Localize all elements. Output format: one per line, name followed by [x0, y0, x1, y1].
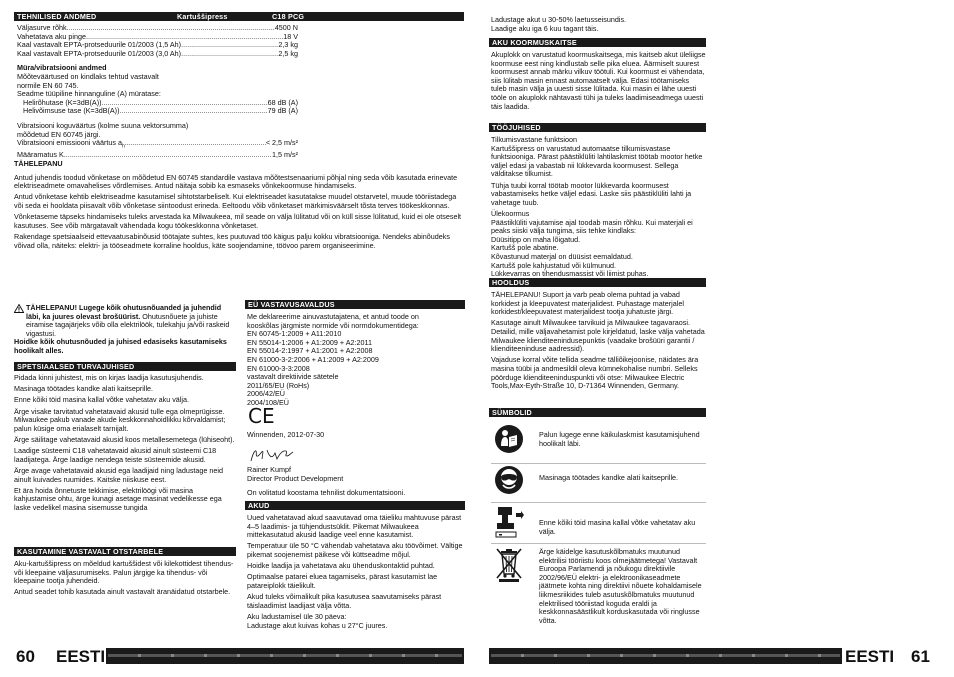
safety-warning — [14, 304, 236, 356]
intended-use-para: Aku-kartuššipress on mõeldud kartuššidest või kilekottidest tihendus- või kleepaine väljasurumiseks. Palun järgige ka tihendus- või kleepaine tootja juhendeid. — [14, 559, 234, 586]
specs-model: C18 PCG — [272, 12, 305, 21]
conformity-line: EN 60745-1:2009 + A11:2010 — [247, 329, 342, 339]
operation-para: Tilkumisvastane funktsioon — [491, 135, 578, 144]
conformity-line: kooskõlas järgmiste normide või normdokumentidega: — [247, 320, 419, 330]
intended-use-body — [14, 560, 236, 600]
specs-header — [14, 12, 464, 21]
symbol-divider — [491, 543, 706, 544]
operation-header: TÖÖJUHISED — [489, 123, 706, 132]
footer-language-left: EESTI — [56, 647, 106, 666]
read-manual-icon — [494, 424, 524, 454]
symbol-text: Palun lugege enne käikulaskmist kasutamisjuhend hoolikalt läbi. — [539, 430, 700, 448]
authorized-text: On volitatud koostama tehnilist dokumentatsiooni. — [247, 488, 406, 498]
symbol-row — [491, 546, 706, 626]
safety-para: Ärge avage vahetatavaid akusid ega laadijaid ning ladustage neid ainult kuivades ruumides. Kaitske niiskuse eest. — [14, 465, 223, 484]
conformity-line: EN 61000-3-2:2006 + A1:2009 + A2:2009 — [247, 354, 379, 364]
safety-para: Masinaga töötades kandke alati kaitseprille. — [14, 384, 154, 394]
conformity-header: EÜ VASTAVUSAVALDUS — [245, 300, 465, 309]
operation-para: Päästiklüliti vajutamise ajal toodab masin rõhku. Kui materjali ei peaks siiski välja tungima, siis tehke kindlaks: — [491, 217, 693, 236]
noise-line: Mõõteväärtused on kindlaks tehtud vastavalt — [17, 71, 159, 81]
maintenance-para: Vajaduse korral võite tellida seadme tälliõikejoonise, näidates ära masina tüübi ja andmesildil oleva kümnekohalise numbri. Selleks pöörduge klienditeeninduspunkti või otse: Milwaukee Electric Tools,Max-Eyth-Straße 10, D-71364 Winnenden, Germany. — [491, 355, 699, 391]
spec-row: Helirõhutase (K=3dB(A)) ..... 68 dB (A) — [17, 99, 298, 108]
signer-block — [247, 466, 465, 498]
storage-line: Ladustage akut u 30-50% laetusseisundis. — [491, 15, 627, 24]
vibration-warning — [14, 160, 464, 253]
specs-title: TEHNILISED ANDMED — [17, 12, 97, 21]
place-date: Winnenden, 2012-07-30 — [247, 430, 325, 439]
overload-header: AKU KOORMUSKAITSE — [489, 38, 706, 47]
safety-para: Et ära hoida õnnetuste tekkimise, elektrilöögi või masina kahjustamise ohtu, ärge kunagi asetage masinat vedelikesse ega laske vedelikel masina sisemusse tungida — [14, 485, 222, 512]
safety-goggles-icon — [494, 465, 524, 495]
battery-para: Hoidke laadija ja vahetatava aku ühenduskontaktid puhtad. — [247, 561, 435, 571]
battery-para: Akud tuleks võimalikult pika kasutusea saavutamiseks pärast täislaadimist laadijast välja võtta. — [247, 592, 442, 610]
safety-para: Pidada kinni juhistest, mis on kirjas laadija kasutusjuhendis. — [14, 373, 204, 382]
conformity-line: 2004/108/EÜ — [247, 397, 289, 407]
batteries-body — [247, 514, 465, 633]
conformity-line: 2006/42/EÜ — [247, 389, 285, 399]
noise-line: Seadme tüüpiline hinnanguline (A) müratase: — [17, 89, 161, 99]
specs-block — [17, 24, 298, 160]
operation-para: Kartušš pole abatine. — [491, 243, 559, 253]
operation-para: Kõvastunud materjal on düüsist eemaldatud. — [491, 251, 633, 261]
signer-name: Rainer Kumpf — [247, 465, 291, 474]
remove-battery-icon — [494, 505, 524, 539]
footer-stripe-left — [108, 654, 462, 657]
maintenance-header: HOOLDUS — [489, 278, 706, 287]
warning-para: Võnketaseme täpseks hindamiseks tuleks arvestada ka Milwaukeea, mil seade on välja lülitatud või on küll sisse lülitatud, kuid ei ole otseselt kasutuses. See võib märgatavalt vähendada kogu töökeskkonna võnketaset. — [14, 212, 462, 230]
noise-line: normile EN 60 745. — [17, 80, 79, 90]
conformity-line: EN 55014-1:2006 + A1:2009 + A2:2011 — [247, 337, 372, 347]
warning-para: Antud võnketase kehtib elektriseadme kasutamisel sihtotstarbeliselt. Kui elektriseadet kasutatakse muudel otstarvetel, muude tööriistadega või seda ei hooldata piisavalt võib võnketase siintoodust erineda. Eeltoodu võib võnketaset märkimisväärselt tõsta terves töökeskkonnas. — [14, 192, 457, 210]
storage-line: Laadige aku iga 6 kuu tagant täis. — [491, 23, 599, 33]
warning-triangle-icon — [14, 304, 24, 313]
battery-para: Temperatuur üle 50 °C vähendab vahetatava aku töövõimet. Vältige pikemat soojenemist päikese või küttseadme mõjul. — [247, 541, 463, 559]
vib-line: Vibratsiooni koguväärtus (kolme suuna vektorsumma) — [17, 120, 189, 130]
safety-para: Ärge säilitage vahetatavaid akusid koos metallesemetega (lühiseoht). — [14, 434, 235, 444]
spec-row: Määramatus K ..... 1,5 m/s² — [17, 151, 298, 160]
battery-para: Ladustage akut kuivas kohas u 27°C juures. — [247, 620, 388, 630]
ce-mark-text: CE — [248, 404, 275, 428]
operation-para: Düüsitipp on maha lõigatud. — [491, 234, 581, 244]
special-safety-header: SPETSIAALSED TURVAJUHISED — [14, 362, 236, 371]
symbol-divider — [491, 502, 706, 503]
symbol-text: Masinaga töötades kandke alati kaitseprille. — [539, 473, 679, 482]
safety-para: Ärge visake tarvitatud vahetatavaid akusid tulle ega olmeprügisse. Milwaukee pakub vanade akude keskkonnahoidlikku kõrvaldamist; palun küsige oma erialaselt tarnijalt. — [14, 406, 226, 433]
warning-para: Antud juhendis toodud võnketase on mõõdetud EN 60745 standardile vastava mõõtestsenaariumi põhjal ning seda võib kasutada erinevate elektriseadmete omavahelises võrdlemises. Antud näitaja sobib ka esmaseks võnkekoormuse hindamiseks. — [14, 172, 458, 191]
safety-warning-keep: Hoidke kõik ohutusnõuded ja juhised edasiseks kasutamiseks hoolikalt alles. — [14, 337, 227, 355]
warning-para: Rakendage spetsiaalseid ettevaatusabinõusid töötajate suhtes, kes puutuvad töö käigus palju kokku vibratsiooniga. Nendeks abinõudeks võivad olla, näiteks: elektri- ja tööseadmete korraline hooldus, käte soojendamine, töövoo parem organiseerimine. — [14, 231, 450, 250]
intended-use-para: Antud seadet tohib kasutada ainult vastavalt äranäidatud otstarbele. — [14, 587, 231, 597]
operation-para: Kartušš pole kahjustatud või külmunud. — [491, 260, 617, 270]
special-safety-body — [14, 374, 236, 515]
spec-row: Väljasurve rõhk ..... 4500 N — [17, 24, 298, 33]
operation-para: Ülekoormus — [491, 208, 530, 218]
spec-row: Kaal vastavalt EPTA-protseduurile 01/2003 (1,5 Ah) ..... 2,3 kg — [17, 41, 298, 50]
overload-body: Akuplokk on varustatud koormuskaitsega, mis kaitseb akut üleliigse koormuse eest ning kindlustab selle pika eluea. Äärmiselt suurest koormusest annab märku vilkuv töötuli. Kui koormust ei vähendata, siis lülitab masin ennast automaatselt välja. Edasi töötamiseks tuleb masin välja ja uuesti sisse lülitada. Kui masin ei lähe uuesti tööle on akuplokk nähtavasti tühi ja tuleks laadimiseadmega uuesti täis laadida. — [491, 50, 706, 111]
weee-bin-icon — [494, 546, 524, 582]
safety-warning-body: Ohutusnõuete ja juhiste eiramise tagajärjeks võib olla elektrilöök, tulekahju ja/või raskeid vigastusi. — [26, 311, 230, 338]
vib-line: mõõdetud EN 60745 järgi. — [17, 129, 101, 139]
spec-row: Kaal vastavalt EPTA-protseduurile 01/2003 (3,0 Ah) ..... 2,5 kg — [17, 50, 298, 59]
symbol-text: Enne kõiki töid masina kallal võtke vahetatav aku välja. — [539, 518, 696, 536]
conformity-line: 2011/65/EU (RoHs) — [247, 380, 310, 390]
signer-role: Director Product Development — [247, 473, 344, 483]
batteries-header: AKUD — [245, 501, 465, 510]
spec-row: Helivõimsuse tase (K=3dB(A)) ..... 79 dB (A) — [17, 107, 298, 116]
operation-para: Lükkevarras on tihendusmassist või liimist puhas. — [491, 269, 649, 279]
operation-para: Tühja tuubi korral töötab mootor lükkevarda koormusest vabastamiseks hetke väljel edasi. Laske siis päästiklüliti lahti ja vahetage tuub. — [491, 180, 692, 207]
battery-para: Aku ladustamisel üle 30 päeva: — [247, 611, 347, 621]
maintenance-body — [491, 291, 706, 393]
safety-para: Laadige süsteemi C18 vahetatavaid akusid ainult süsteemi C18 laadijatega. Ärge laadige nendega teiste süsteemide akusid. — [14, 446, 217, 464]
spec-row: Vahetatava aku pinge ..... 18 V — [17, 33, 298, 42]
storage-lines — [491, 16, 706, 33]
battery-para: Uued vahetatavad akud saavutavad oma täieliku mahtuvuse pärast 4–5 laadimis- ja tühjendustsüklit. Pikemat Milwaukeea mittekasutatud akusid laadige veel enne kasutamist. — [247, 513, 462, 540]
specs-product: Kartuššipress — [177, 12, 228, 21]
conformity-line: EN 61000-3-3:2008 — [247, 363, 310, 373]
conformity-line: vastavalt direktiivide sätetele — [247, 372, 339, 382]
operation-body — [491, 136, 706, 279]
footer-stripe-right — [491, 654, 840, 657]
noise-title: Müra/vibratsiooni andmed — [17, 63, 107, 73]
operation-para: Kartuššipress on varustatud automaatse tilkumisvastase funktsiooniga. Pärast päästiklüliti lahtilaskmist töötab mootor hetke väljel edasi ja vabastab nii lükkevarda koormusest. Sellega välditakse tilkumist. — [491, 143, 703, 179]
ce-mark — [248, 406, 278, 426]
warning-title: TÄHELEPANU — [14, 159, 63, 168]
spec-row: Vibratsiooni emissiooni väärtus $a_h$ ..... < 2,5 m/s² — [17, 139, 298, 151]
safety-warning-lead: TÄHELEPANU! Lugege kõik ohutusnõuanded ja juhendid läbi, ka juures olevast brošüürist. — [26, 303, 222, 321]
battery-para: Optimaalse patarei eluea tagamiseks, pärast kasutamist lae patareiplokk täielikult. — [247, 572, 438, 590]
symbols-header: SÜMBOLID — [489, 408, 706, 417]
symbol-text: Ärge käidelge kasutuskõlbmatuks muutunud elektrilisi tööriistu koos olmejäätmetega! Vastavalt Euroopa Parlamendi ja nõukogu direktiivile 2002/96/EÜ elektri- ja elektroonikaseadmete jäätmete kohta ning direktiivi nõuete kohaldamisele liikmesriikides tuleb asutuskõlbmatuks muutunud elektrilised tööriistad koguda eraldi ja keskkonnasäästlikult korduskasutada või ringlusse võtta. — [539, 547, 702, 625]
conformity-line: EN 55014-2:1997 + A1:2001 + A2:2008 — [247, 346, 373, 356]
signature-icon — [249, 447, 295, 463]
maintenance-para: Kasutage ainult Milwaukee tarvikuid ja Milwaukee tagavaraosi. Detailid, mille väljavahetamist pole kirjeldatud, laske välja vahetada Milwaukee klienditeenindusepunktis (vaadake brošüüri garantii / klienditeeninduse aadressid). — [491, 318, 705, 354]
page-number-right: 61 — [911, 647, 930, 666]
page-number-left: 60 — [16, 647, 35, 666]
intended-use-header: KASUTAMINE VASTAVALT OTSTARBELE — [14, 547, 236, 556]
maintenance-para: TÄHELEPANU! Suport ja varb peab olema puhtad ja vabad korkidest ja kleepuvatest materjalidest. Puhastage materjalel korkidest/kleepuvatest materjalidest tootja juhatuste järgi. — [491, 290, 684, 317]
conformity-line: Me deklareerime ainuvastutajatena, et antud toode on — [247, 312, 419, 321]
footer-language-right: EESTI — [845, 647, 895, 666]
symbol-divider — [491, 463, 706, 464]
symbol-row — [491, 465, 706, 510]
safety-para: Enne kõiki töid masina kallal võtke vahetatav aku välja. — [14, 395, 189, 405]
conformity-body — [247, 313, 465, 408]
